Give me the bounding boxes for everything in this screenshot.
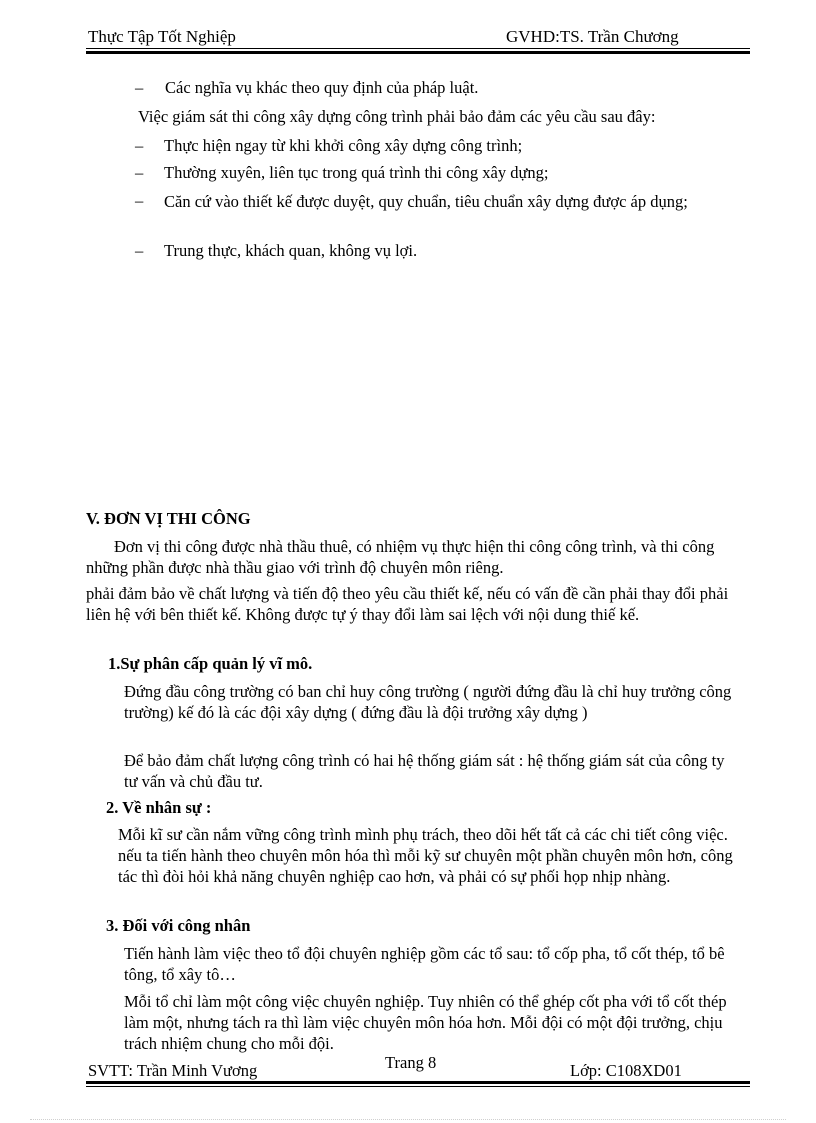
page-edge-divider: [30, 1119, 786, 1120]
bullet-dash: –: [135, 78, 144, 97]
bullet-text: Thường xuyên, liên tục trong quá trình thi công xây dựng;: [164, 163, 549, 182]
bullet-dash: –: [135, 136, 144, 155]
page-number: Trang 8: [385, 1053, 437, 1072]
footer-rule-thick: [86, 1081, 750, 1084]
subsection-paragraph: Đứng đầu công trường có ban chỉ huy công trường ( người đứng đầu là chỉ huy trưởng công trường) kế đó là các đội xây dựng ( đứng đầu là đội trưởng xây dựng ): [124, 682, 732, 722]
subsection-title: 1.Sự phân cấp quản lý vĩ mô.: [108, 654, 313, 673]
section-paragraph: phải đảm bảo về chất lượng và tiến độ theo yêu cầu thiết kế, nếu có vấn đề cần phải thay đổi phải liên hệ với bên thiết kế. Không được tự ý thay đổi làm sai lệch với nội dung thiế kế.: [86, 584, 729, 624]
header-left-title: Thực Tập Tốt Nghiệp: [88, 27, 236, 46]
supervision-intro: Việc giám sát thi công xây dựng công trình phải bảo đảm các yêu cầu sau đây:: [138, 107, 656, 126]
bullet-text: Trung thực, khách quan, không vụ lợi.: [164, 241, 418, 260]
subsection-paragraph: Mỗi tổ chỉ làm một công việc chuyên nghiệp. Tuy nhiên có thể ghép cốt pha với tổ cốt thép làm một, nhưng tách ra thì làm việc chuyên môn hóa hơn. Mỗi đội có một đội trưởng, chịu trách nhiệm chung cho mỗi đội.: [124, 992, 727, 1053]
bullet-text: Căn cứ vào thiết kế được duyệt, quy chuẩn, tiêu chuẩn xây dựng được áp dụng;: [164, 192, 688, 211]
subsection-paragraph: Để bảo đảm chất lượng công trình có hai hệ thống giám sát : hệ thống giám sát của công ty tư vấn và chủ đầu tư.: [124, 751, 725, 791]
footer-class: Lớp: C108XD01: [570, 1061, 682, 1080]
footer-rule-thin: [86, 1086, 750, 1087]
section-title: V. ĐƠN VỊ THI CÔNG: [86, 509, 251, 528]
header-right-advisor: GVHD:TS. Trần Chương: [506, 27, 679, 46]
bullet-text: Các nghĩa vụ khác theo quy định của pháp luật.: [165, 78, 479, 97]
section-paragraph: Đơn vị thi công được nhà thầu thuê, có nhiệm vụ thực hiện thi công công trình, và thi công những phần được nhà thầu giao với trình độ chuyên môn riêng.: [86, 537, 715, 577]
header-rule-thin: [86, 48, 750, 49]
header-rule-thick: [86, 51, 750, 54]
bullet-dash: –: [135, 163, 144, 182]
subsection-title: 3. Đối với công nhân: [106, 916, 251, 935]
subsection-paragraph: Mỗi kĩ sư cần nắm vững công trình mình phụ trách, theo dõi hết tất cả các chi tiết công việc. nếu ta tiến hành theo chuyên môn hóa thì mỗi kỹ sư chuyên một phần chuyên môn hơn, công tác thì đòi hỏi khả năng chuyên nghiệp cao hơn, và phải có sự phối họp nhịp nhàng.: [118, 825, 733, 886]
bullet-text: Thực hiện ngay từ khi khởi công xây dựng công trình;: [164, 136, 523, 155]
bullet-dash: –: [135, 241, 144, 260]
bullet-dash: –: [135, 191, 144, 210]
subsection-title: 2. Về nhân sự :: [106, 798, 212, 817]
subsection-paragraph: Tiến hành làm việc theo tổ đội chuyên nghiệp gồm các tổ sau: tổ cốp pha, tổ cốt thép, tổ bê tông, tổ xây tô…: [124, 944, 725, 984]
footer-student: SVTT: Trần Minh Vương: [88, 1061, 258, 1080]
